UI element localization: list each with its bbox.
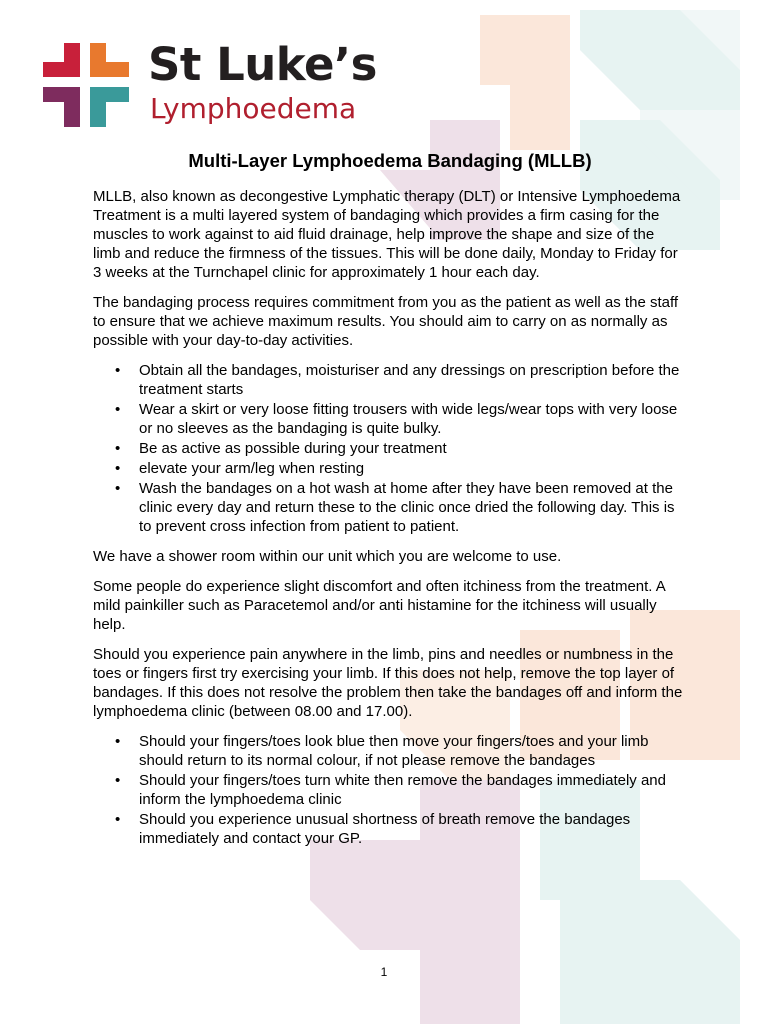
paragraph-intro: MLLB, also known as decongestive Lymphatic therapy (DLT) or Intensive Lymphoedema Treatment is a multi layered system of bandaging which provides a firm casing for the muscles to work against to aid fluid drainage, help improve the shape and size of the limb and reduce the firmness of the tissues. This will be done daily, Monday to Friday for 3 weeks at the Turnchapel clinic for approximately 1 hour each day. <box>93 188 681 281</box>
paragraph-pain: Should you experience pain anywhere in the limb, pins and needles or numbness in the toes or fingers first try exercising your limb. If this does not help, remove the top layer of bandages. If this does not resolve the problem then take the bandages off and inform the lymphoedema clinic (between 08.00 and 17.00). <box>93 646 683 720</box>
list-item: • Wash the bandages on a hot wash at home after they have been removed at the clinic every day and return these to the clinic once dried the following day. This is to prevent cross infection from patient to patient. <box>93 479 683 536</box>
brand-logo <box>40 40 400 132</box>
list-item: • Should you experience unusual shortness of breath remove the bandages immediately and contact your GP. <box>93 810 683 848</box>
list-item: • Should your fingers/toes turn white then remove the bandages immediately and inform the lymphoedema clinic <box>93 771 683 809</box>
paragraph-discomfort: Some people do experience slight discomfort and often itchiness from the treatment. A mild painkiller such as Paracetemol and/or anti histamine for the itchiness will usually help. <box>93 578 665 633</box>
page-number: 1 <box>380 965 388 979</box>
list-item: • elevate your arm/leg when resting <box>93 459 683 478</box>
cross-logo-icon <box>40 40 132 132</box>
document-body <box>93 149 683 859</box>
warnings-list <box>93 732 683 848</box>
logo-title: St Luke’s <box>148 38 377 91</box>
list-item: • Should your fingers/toes look blue then move your fingers/toes and your limb should return to its normal colour, if not please remove the bandages <box>93 732 683 770</box>
instructions-list <box>93 361 683 536</box>
list-item: • Wear a skirt or very loose fitting trousers with wide legs/wear tops with very loose or no sleeves as the bandaging is quite bulky. <box>93 400 683 438</box>
logo-subtitle: Lymphoedema <box>150 92 357 125</box>
list-item: • Obtain all the bandages, moisturiser and any dressings on prescription before the treatment starts <box>93 361 683 399</box>
paragraph-shower: We have a shower room within our unit which you are welcome to use. <box>93 548 562 565</box>
list-item: • Be as active as possible during your treatment <box>93 439 683 458</box>
document-title: Multi-Layer Lymphoedema Bandaging (MLLB) <box>188 150 592 171</box>
paragraph-commitment: The bandaging process requires commitment from you as the patient as well as the staff to ensure that we achieve maximum results. You should aim to carry on as normally as possible with your day-to-day activities. <box>93 294 679 349</box>
